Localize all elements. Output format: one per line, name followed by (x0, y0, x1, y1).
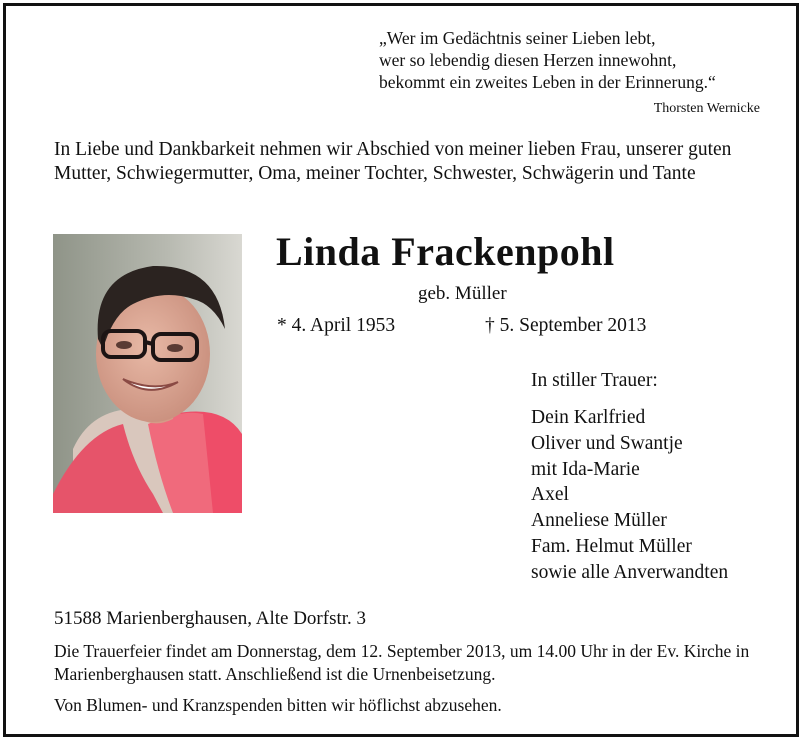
mourner-name: Dein Karlfried (531, 407, 646, 428)
mourner-name: Oliver und Swantje (531, 432, 683, 454)
family-address: 51588 Marienberghausen, Alte Dorfstr. 3 (54, 608, 367, 629)
memorial-quote (379, 27, 716, 93)
mourner-name: Anneliese Müller (531, 510, 667, 532)
quote-line: wer so lebendig diesen Herzen innewohnt, (379, 50, 677, 70)
birth-date: * 4. April 1953 (277, 315, 396, 336)
mourner-name: mit Ida-Marie (531, 458, 640, 480)
quote-author: Thorsten Wernicke (653, 101, 760, 116)
quote-line: „Wer im Gedächtnis seiner Lieben lebt, (379, 28, 656, 48)
maiden-name: geb. Müller (418, 283, 507, 304)
portrait-illustration (53, 234, 242, 513)
intro-text: In Liebe und Dankbarkeit nehmen wir Abschied von meiner lieben Frau, unserer guten Mutter, Schwiegermutter, Oma, meiner Tochter, Schwester, Schwägerin und Tante (54, 139, 732, 184)
flowers-note: Von Blumen- und Kranzspenden bitten wir höflichst abzusehen. (54, 695, 502, 715)
deceased-name: Linda Frackenpohl (276, 229, 615, 274)
quote-line: bekommt ein zweites Leben in der Erinnerung.“ (379, 72, 716, 92)
death-date: † 5. September 2013 (485, 315, 647, 336)
mourner-name: sowie alle Anverwandten (531, 561, 729, 583)
mourner-name: Axel (531, 484, 569, 506)
mourner-name: Fam. Helmut Müller (531, 535, 692, 557)
portrait-photo (53, 234, 242, 513)
mourning-title: In stiller Trauer: (531, 370, 658, 391)
mourner-list (531, 405, 728, 586)
ceremony-info: Die Trauerfeier findet am Donnerstag, dem 12. September 2013, um 14.00 Uhr in der Ev. Kirche in Marienberghausen statt. Anschließend ist die Urnenbeisetzung. (54, 641, 750, 684)
